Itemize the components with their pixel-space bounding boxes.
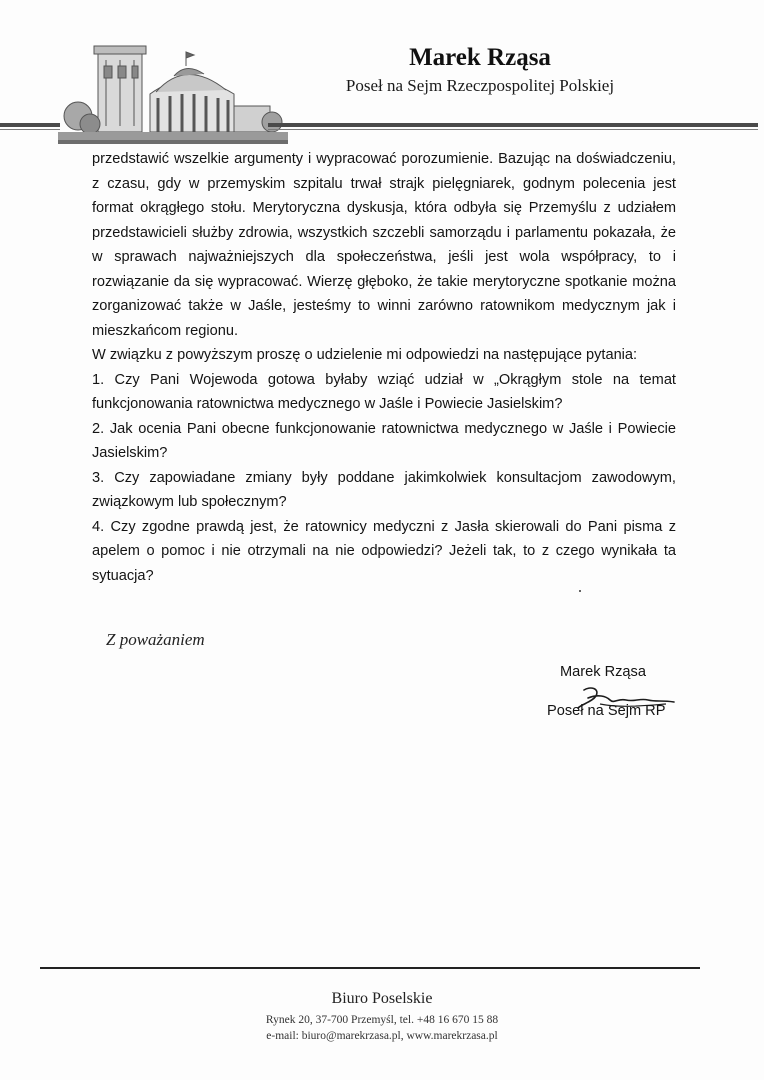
header-subtitle: Poseł na Sejm Rzeczpospolitej Polskiej — [345, 76, 615, 95]
ink-dot — [579, 590, 581, 592]
footer-rule — [40, 967, 700, 969]
header-rule — [268, 123, 758, 127]
question-item: 2. Jak ocenia Pani obecne funkcjonowanie ratownictwa medycznego w Jaśle i Powiecie Jasielskim? — [92, 420, 676, 461]
body-paragraph: przedstawić wszelkie argumenty i wypracować porozumienie. Bazując na doświadczeniu, z czasu, gdy w przemyskim szpitalu trwał strajk pielęgniarek, godnym polecenia jest format okrągłego stołu. Merytoryczna dyskusja, która odbyła się Przemyślu z udziałem przedstawicieli służby zdrowia, wszystkich szczebli samorządu i parlamentu pokazała, że w sprawach najważniejszych dla społeczeństwa, jeśli jest wola współpracy, to i rozwiązanie da się wypracować. Wierzę głęboko, że takie merytoryczne spotkanie można zorganizować także w Jaśle, jesteśmy to winni zarówno ratownikom medycznym jak i mieszkańcom regionu. — [92, 151, 676, 339]
letter-body — [92, 147, 676, 588]
footer-title: Biuro Poselskie — [331, 990, 433, 1007]
footer-contact: e-mail: biuro@marekrzasa.pl, www.marekrzasa.pl — [266, 1030, 498, 1042]
question-item: 3. Czy zapowiadane zmiany były poddane jakimkolwiek konsultacjom zawodowym, związkowym lub społecznym? — [92, 469, 676, 510]
question-item: 1. Czy Pani Wojewoda gotowa byłaby wziąć udział w „Okrągłym stole na temat funkcjonowania ratownictwa medycznego w Jaśle i Powiecie Jasielskim? — [92, 371, 676, 412]
sejm-building-icon — [58, 36, 288, 146]
question-item: 4. Czy zgodne prawdą jest, że ratownicy medyczni z Jasła skierowali do Pani pisma z apelem o pomoc i nie otrzymali na nie odpowiedzi? Jeżeli tak, to z czego wynikała ta sytuacja? — [92, 518, 676, 584]
header-rule-left-thin — [0, 129, 60, 130]
header-name: Marek Rząsa — [409, 44, 551, 71]
signatory-name: Marek Rząsa — [560, 664, 646, 680]
header-rule-thin — [268, 129, 758, 130]
footer-address: Rynek 20, 37-700 Przemyśl, tel. +48 16 670 15 88 — [265, 1014, 499, 1026]
header-rule-left — [0, 123, 60, 127]
closing-phrase: Z poważaniem — [106, 630, 205, 649]
body-paragraph: W związku z powyższym proszę o udzielenie mi odpowiedzi na następujące pytania: — [92, 347, 638, 363]
signatory-title: Poseł na Sejm RP — [547, 703, 666, 719]
